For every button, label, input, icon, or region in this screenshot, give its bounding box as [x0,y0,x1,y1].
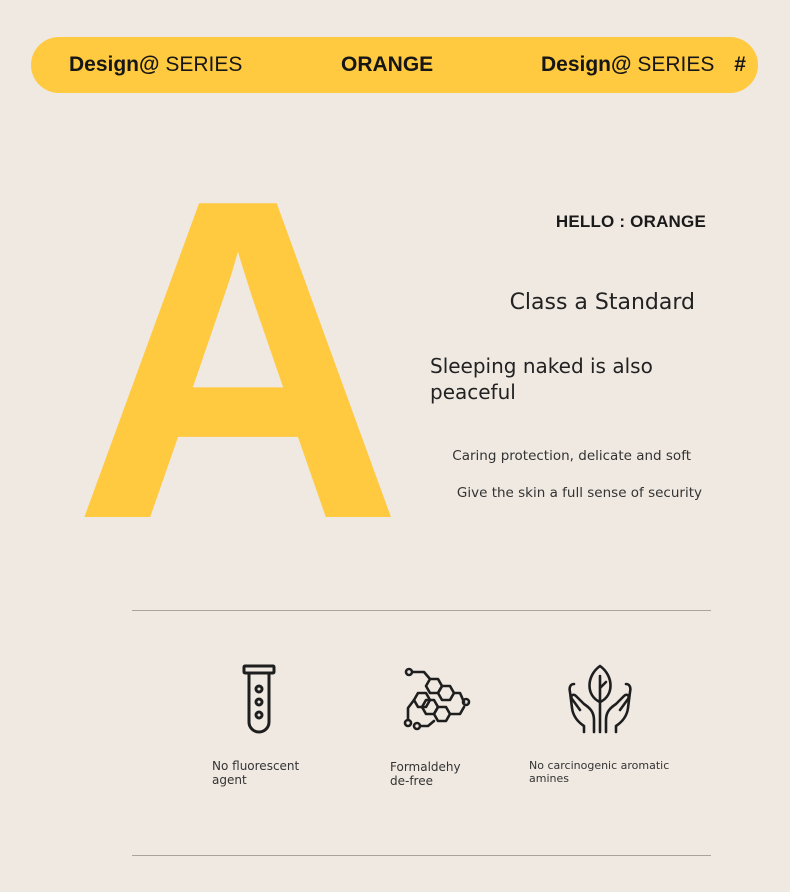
caring-text: Caring protection, delicate and soft [452,448,691,464]
series-text: SERIES [165,53,243,76]
feature-label-formaldehyde: Formaldehyde-free [390,760,461,788]
hello-heading: HELLO : ORANGE [555,212,706,231]
skin-text: Give the skin a full sense of security [456,485,702,501]
test-tube-icon [236,662,282,738]
banner-center-label: ORANGE [341,53,434,76]
class-a-standard-title: Class a Standard [509,290,695,315]
banner-right-label [541,52,746,78]
molecule-icon [398,664,474,736]
brand-text: Design@ [541,53,632,76]
sleeping-tagline: Sleeping naked is also peaceful [430,354,653,404]
brand-text: Design@ [69,53,160,76]
feature-label-amines: No carcinogenic aromatic amines [529,759,670,785]
hands-leaf-icon [564,662,636,736]
banner-left-label [69,52,242,78]
big-letter-a-glyph: A [73,195,403,525]
series-text: SERIES [637,53,715,76]
hash-symbol: # [734,53,746,76]
big-letter-a [70,195,406,525]
divider-top [132,610,711,611]
divider-bottom [132,855,711,856]
top-banner [31,37,758,93]
feature-label-fluorescent: No fluorescent agent [212,759,300,787]
